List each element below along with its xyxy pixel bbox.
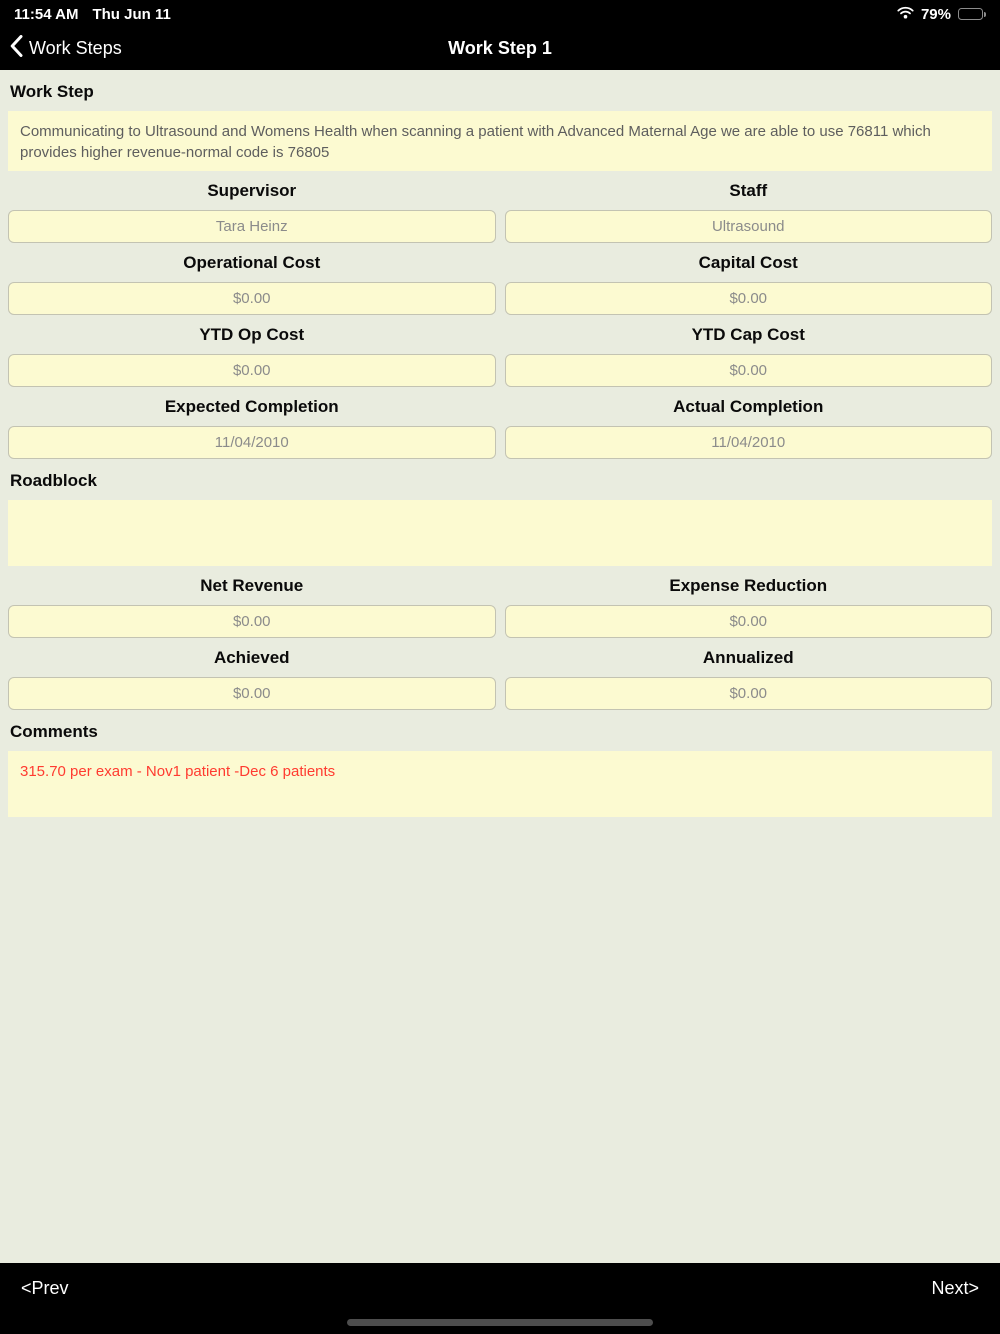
ytd-op-cost-field[interactable] <box>8 354 496 387</box>
status-bar-left <box>14 6 171 23</box>
next-button[interactable]: Next> <box>931 1277 979 1298</box>
ytd-op-cost-label: YTD Op Cost <box>199 325 305 344</box>
status-bar <box>0 0 1000 26</box>
actual-completion-label: Actual Completion <box>673 397 824 416</box>
ytd-cap-cost-field[interactable] <box>505 354 993 387</box>
bottom-bar <box>0 1263 1000 1334</box>
form-content <box>0 70 1000 1263</box>
label-row <box>0 576 1000 596</box>
clock-date: Thu Jun 11 <box>92 5 171 23</box>
net-revenue-field[interactable] <box>8 605 496 638</box>
capital-cost-field[interactable] <box>505 282 993 315</box>
operational-cost-label: Operational Cost <box>183 253 321 272</box>
battery-icon <box>958 8 986 20</box>
page-title: Work Step 1 <box>448 37 552 58</box>
capital-cost-label: Capital Cost <box>698 253 798 272</box>
field-row <box>0 354 1000 387</box>
field-row <box>0 426 1000 459</box>
field-row <box>0 210 1000 243</box>
expense-reduction-label: Expense Reduction <box>669 576 828 595</box>
battery-percent-label: 79% <box>920 5 951 23</box>
comments-label: Comments <box>10 722 98 741</box>
label-row <box>0 397 1000 417</box>
actual-completion-field[interactable] <box>505 426 993 459</box>
staff-label: Staff <box>729 181 768 200</box>
status-bar-right <box>897 6 986 23</box>
field-row <box>0 282 1000 315</box>
supervisor-label: Supervisor <box>207 181 297 200</box>
nav-bar <box>0 26 1000 70</box>
achieved-label: Achieved <box>213 648 290 667</box>
staff-field[interactable] <box>505 210 993 243</box>
back-button-label: Work Steps <box>29 37 122 58</box>
expected-completion-field[interactable] <box>8 426 496 459</box>
operational-cost-field[interactable] <box>8 282 496 315</box>
clock-time: 11:54 AM <box>14 5 79 23</box>
work-step-label: Work Step <box>10 82 94 101</box>
bottom-bar-row <box>0 1263 1000 1313</box>
field-row <box>0 677 1000 710</box>
expense-reduction-field[interactable] <box>505 605 993 638</box>
label-row <box>0 181 1000 201</box>
roadblock-textarea[interactable] <box>8 500 992 566</box>
label-row <box>0 253 1000 273</box>
expected-completion-label: Expected Completion <box>164 397 339 416</box>
label-row <box>0 648 1000 668</box>
annualized-field[interactable] <box>505 677 993 710</box>
work-step-textarea[interactable] <box>8 111 992 171</box>
comments-textarea[interactable] <box>8 751 992 817</box>
supervisor-field[interactable] <box>8 210 496 243</box>
label-row <box>0 325 1000 345</box>
achieved-field[interactable] <box>8 677 496 710</box>
prev-button[interactable]: <Prev <box>21 1277 69 1298</box>
wifi-icon <box>897 6 914 23</box>
home-indicator[interactable] <box>347 1319 653 1326</box>
annualized-label: Annualized <box>702 648 794 667</box>
field-row <box>0 605 1000 638</box>
roadblock-label: Roadblock <box>10 471 97 490</box>
net-revenue-label: Net Revenue <box>200 576 304 595</box>
ytd-cap-cost-label: YTD Cap Cost <box>691 325 805 344</box>
